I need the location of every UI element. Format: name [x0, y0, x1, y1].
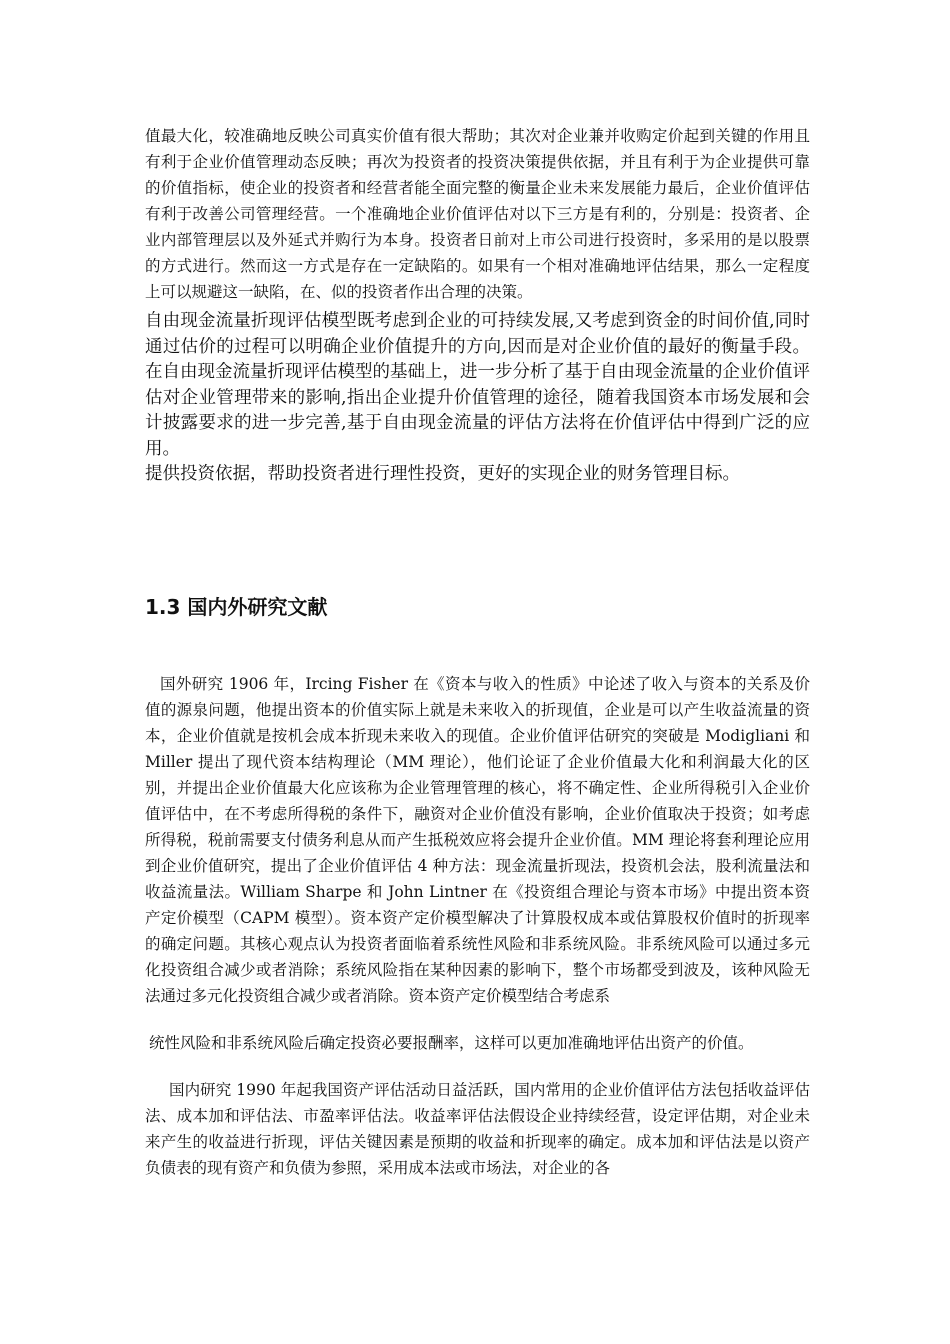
paragraph-foreign-research-continued: 统性风险和非系统风险后确定投资必要报酬率，这样可以更加准确地评估出资产的价值。	[149, 1033, 754, 1052]
paragraph-domestic-research: 国内研究 1990 年起我国资产评估活动日益活跃，国内常用的企业价值评估方法包括收益评估法、成本加和评估法、市盈率评估法。收益率评估法假设企业持续经营，设定评估期，对企业未来产生的收益进行折现，评估关键因素是预期的收益和折现率的确定。成本加和评估法是以资产负债表的现有资产和负债为参照，采用成本法或市场法，对企业的各	[145, 1080, 810, 1177]
section-heading: 1.3 国内外研究文献	[145, 594, 328, 619]
paragraph-fcf-model: 自由现金流量折现评估模型既考虑到企业的可持续发展,又考虑到资金的时间价值,同时通过估价的过程可以明确企业价值提升的方向,因而是对企业价值的最好的衡量手段。在自由现金流量折现评估模型的基础上，进一步分析了基于自由现金流量的企业价值评估对企业管理带来的影响,指出企业提升价值管理的途径，随着我国资本市场发展和会计披露要求的进一步完善,基于自由现金流量的评估方法将在价值评估中得到广泛的应用。	[145, 311, 810, 459]
paragraph-intro: 值最大化，较准确地反映公司真实价值有很大帮助；其次对企业兼并收购定价起到关键的作用且有利于企业价值管理动态反映；再次为投资者的投资决策提供依据，并且有利于为企业提供可靠的价值指标，使企业的投资者和经营者能全面完整的衡量企业未来发展能力最后，企业价值评估有利于改善公司管理经营。一个准确地企业价值评估对以下三方是有利的，分别是：投资者、企业内部管理层以及外延式并购行为本身。投资者日前对上市公司进行投资时，多采用的是以股票的方式进行。然而这一方式是存在一定缺陷的。如果有一个相对准确地评估结果，那么一定程度上可以规避这一缺陷，在、似的投资者作出合理的决策。	[145, 127, 810, 301]
paragraph-investment-basis: 提供投资依据，帮助投资者进行理性投资，更好的实现企业的财务管理目标。	[145, 464, 740, 484]
document-page	[145, 123, 810, 1181]
paragraph-foreign-research: 国外研究 1906 年，Ircing Fisher 在《资本与收入的性质》中论述了收入与资本的关系及价值的源泉问题，他提出资本的价值实际上就是未来收入的折现值，企业是可以产生收益流量的资本，企业价值就是按机会成本折现未来收入的现值。企业价值评估研究的突破是 Modigliani 和 Miller 提出了现代资本结构理论（MM 理论），他们论证了企业价值最大化和利润最大化的区别，并提出企业价值最大化应该称为企业管理管理的核心，将不确定性、企业所得税引入企业价值评估中，在不考虑所得税的条件下，融资对企业价值没有影响，企业价值取决于投资；如考虑所得税，税前需要支付债务利息从而产生抵税效应将会提升企业价值。MM 理论将套利理论应用到企业价值研究，提出了企业价值评估 4 种方法：现金流量折现法，投资机会法，股利流量法和收益流量法。William Sharpe 和 John Lintner 在《投资组合理论与资本市场》中提出资本资产定价模型（CAPM 模型）。资本资产定价模型解决了计算股权成本或估算股权价值时的折现率的确定问题。其核心观点认为投资者面临着系统性风险和非系统风险。非系统风险可以通过多元化投资组合减少或者消除；系统风险指在某种因素的影响下，整个市场都受到波及，该种风险无法通过多元化投资组合减少或者消除。资本资产定价模型结合考虑系	[145, 674, 810, 1005]
